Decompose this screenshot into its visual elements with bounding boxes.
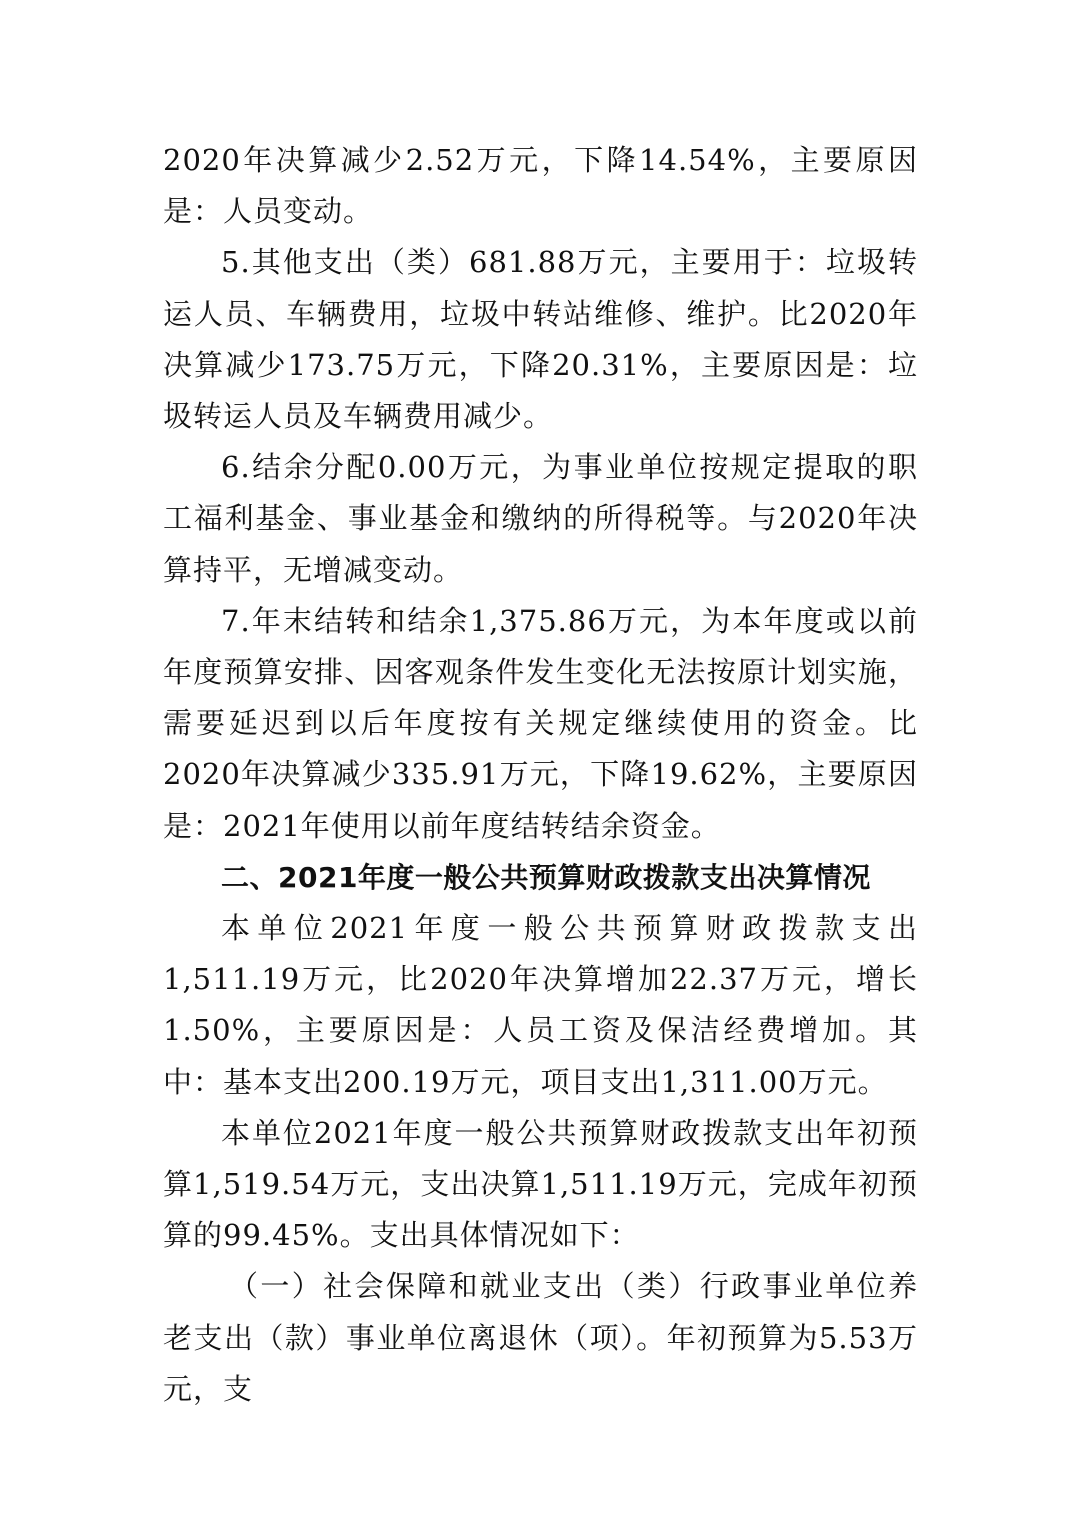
document-body (163, 135, 918, 1415)
paragraph-other-expenditure: 5.其他支出（类）681.88万元，主要用于：垃圾转运人员、车辆费用，垃圾中转站维修、维护。比2020年决算减少173.75万元，下降20.31%，主要原因是：垃圾转运人员及车辆费用减少。 (163, 245, 918, 434)
paragraph-social-security: （一）社会保障和就业支出（类）行政事业单位养老支出（款）事业单位离退休（项）。年初预算为5.53万元，支 (163, 1269, 918, 1406)
paragraph-year-end-balance: 7.年末结转和结余1,375.86万元，为本年度或以前年度预算安排、因客观条件发生变化无法按原计划实施，需要延迟到以后年度按有关规定继续使用的资金。比2020年决算减少335.91万元，下降19.62%，主要原因是：2021年使用以前年度结转结余资金。 (163, 603, 918, 843)
section-heading: 二、2021年度一般公共预算财政拨款支出决算情况 (221, 860, 871, 894)
paragraph-continuation: 2020年决算减少2.52万元，下降14.54%，主要原因是：人员变动。 (163, 143, 918, 229)
paragraph-budget-completion: 本单位2021年度一般公共预算财政拨款支出年初预算1,519.54万元，支出决算1,511.19万元，完成年初预算的99.45%。支出具体情况如下： (163, 1115, 918, 1253)
paragraph-general-budget-expenditure: 本单位2021年度一般公共预算财政拨款支出1,511.19万元，比2020年决算增加22.37万元，增长1.50%，主要原因是：人员工资及保洁经费增加。其中：基本支出200.19万元，项目支出1,311.00万元。 (163, 911, 918, 1099)
paragraph-surplus-distribution: 6.结余分配0.00万元，为事业单位按规定提取的职工福利基金、事业基金和缴纳的所得税等。与2020年决算持平，无增减变动。 (163, 450, 918, 587)
